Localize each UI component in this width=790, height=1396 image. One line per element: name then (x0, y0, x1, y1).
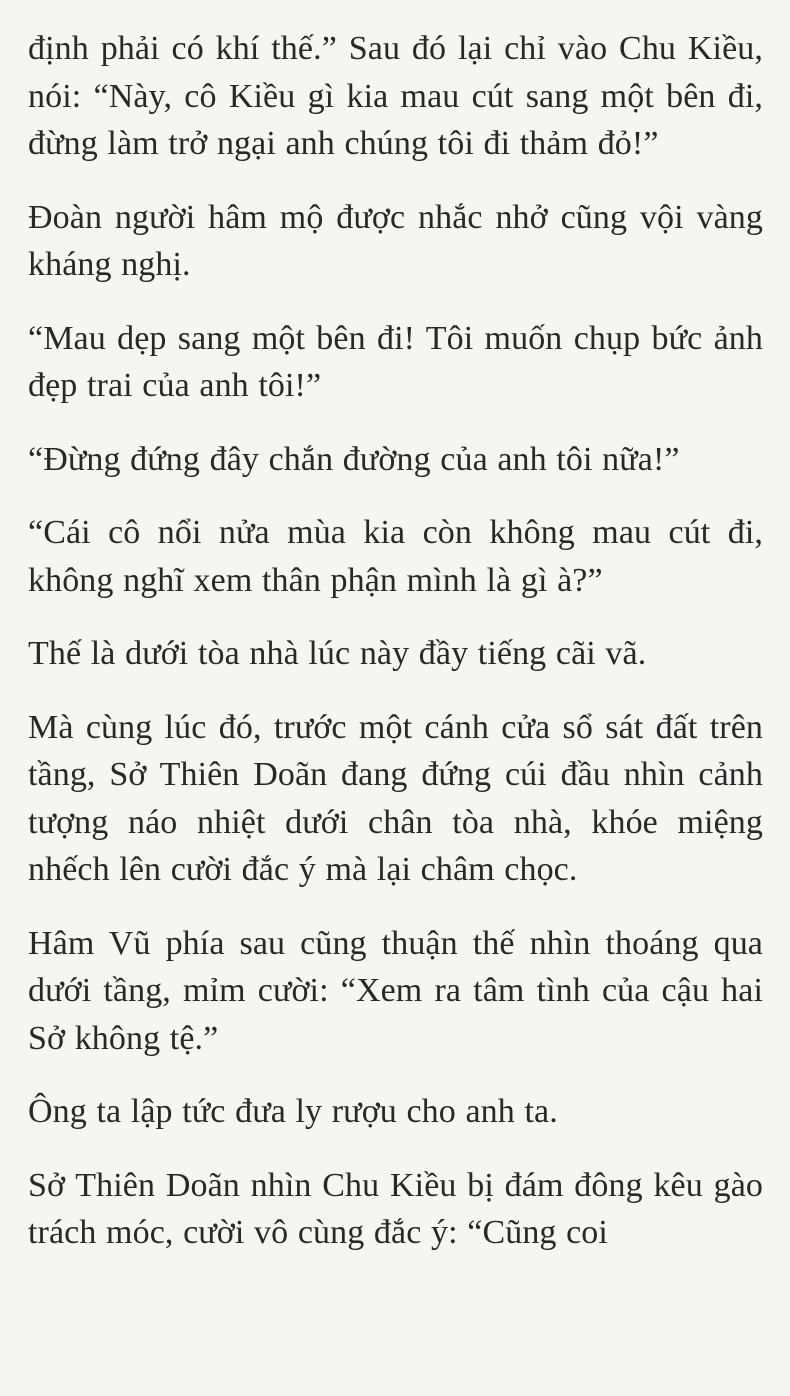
paragraph: Sở Thiên Doãn nhìn Chu Kiều bị đám đông kêu gào trách móc, cười vô cùng đắc ý: “Cũng coi (28, 1166, 763, 1251)
paragraph: Đoàn người hâm mộ được nhắc nhở cũng vội vàng kháng nghị. (28, 198, 763, 283)
paragraph: “Cái cô nổi nửa mùa kia còn không mau cút đi, không nghĩ xem thân phận mình là gì à?” (28, 514, 763, 599)
paragraph: Hâm Vũ phía sau cũng thuận thế nhìn thoáng qua dưới tầng, mỉm cười: “Xem ra tâm tình của cậu hai Sở không tệ.” (28, 924, 763, 1057)
paragraph: Thế là dưới tòa nhà lúc này đầy tiếng cãi vã. (28, 635, 647, 672)
paragraph: Mà cùng lúc đó, trước một cánh cửa sổ sát đất trên tầng, Sở Thiên Doãn đang đứng cúi đầu nhìn cảnh tượng náo nhiệt dưới chân tòa nhà, khóe miệng nhếch lên cười đắc ý mà lại châm chọc. (28, 708, 763, 888)
paragraph: định phải có khí thế.” Sau đó lại chỉ vào Chu Kiều, nói: “Này, cô Kiều gì kia mau cút sang một bên đi, đừng làm trở ngại anh chúng tôi đi thảm đỏ!” (28, 30, 763, 162)
paragraph: “Đừng đứng đây chắn đường của anh tôi nữa!” (28, 440, 680, 478)
paragraph: Ông ta lập tức đưa ly rượu cho anh ta. (28, 1093, 558, 1130)
paragraph: “Mau dẹp sang một bên đi! Tôi muốn chụp bức ảnh đẹp trai của anh tôi!” (28, 319, 763, 404)
